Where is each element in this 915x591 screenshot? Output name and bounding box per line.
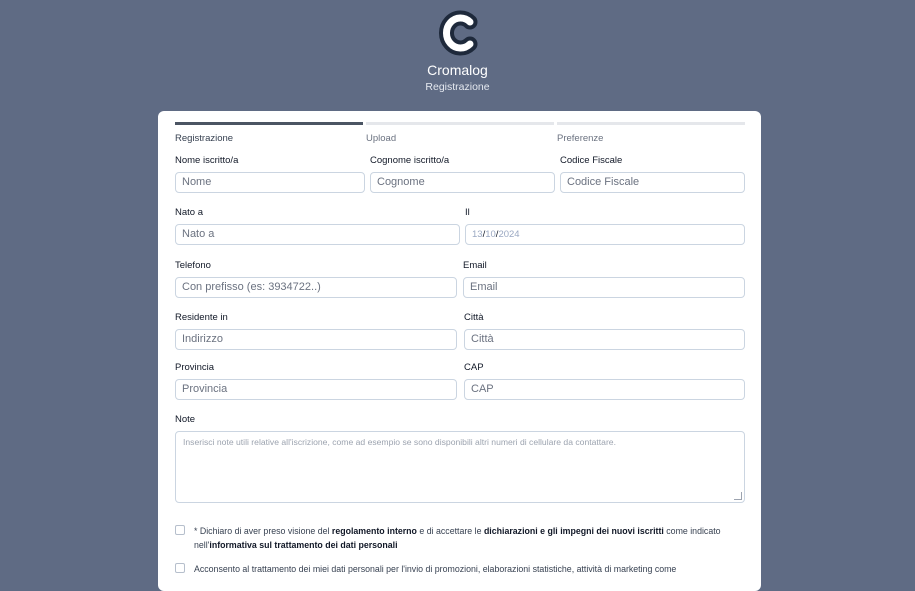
- provincia-input[interactable]: Provincia: [175, 379, 457, 400]
- app-subtitle: Registrazione: [425, 81, 490, 93]
- provincia-label: Provincia: [175, 362, 215, 373]
- step-label: Registrazione: [175, 133, 234, 144]
- field-telefono: [175, 260, 457, 298]
- field-note: [175, 414, 745, 503]
- date-year[interactable]: 2024: [498, 229, 520, 240]
- dichiarazioni-link[interactable]: dichiarazioni e gli impegni dei nuovi iscritti: [483, 526, 664, 536]
- app-name: Cromalog: [427, 62, 488, 78]
- cognome-input[interactable]: Cognome: [370, 172, 555, 193]
- consent-text-part: come indicato nell': [194, 526, 721, 550]
- field-citta: [464, 312, 745, 350]
- telefono-label: Telefono: [175, 260, 211, 271]
- data-nascita-label: Il: [465, 207, 470, 218]
- codice-fiscale-label: Codice Fiscale: [560, 155, 623, 166]
- field-provincia: [175, 362, 457, 400]
- resize-handle-icon[interactable]: [734, 492, 742, 500]
- nome-label: Nome iscritto/a: [175, 155, 239, 166]
- step-progress-bar: [366, 122, 554, 125]
- consent-regolamento-checkbox[interactable]: [175, 525, 185, 535]
- telefono-input[interactable]: Con prefisso (es: 3934722..): [175, 277, 457, 298]
- consent-marketing-checkbox[interactable]: [175, 563, 185, 573]
- note-placeholder: Inserisci note utili relative all'iscrizione, come ad esempio se sono disponibili altri numeri di cellulare da contattare.: [183, 437, 616, 447]
- field-cap: [464, 362, 745, 400]
- brand-header: [0, 10, 915, 93]
- field-residente: [175, 312, 457, 350]
- indirizzo-input[interactable]: Indirizzo: [175, 329, 457, 350]
- consent-text-part: e di accettare le: [416, 526, 484, 536]
- field-codice-fiscale: [560, 155, 745, 193]
- field-nome: [175, 155, 365, 193]
- codice-fiscale-input[interactable]: Codice Fiscale: [560, 172, 745, 193]
- nome-input[interactable]: Nome: [175, 172, 365, 193]
- informativa-link[interactable]: informativa sul trattamento dei dati personali: [209, 540, 398, 550]
- consent-regolamento-text: [194, 524, 745, 552]
- cognome-label: Cognome iscritto/a: [370, 155, 450, 166]
- step-registrazione[interactable]: [175, 122, 363, 146]
- registration-card: [158, 111, 761, 591]
- date-day[interactable]: 13: [472, 229, 483, 240]
- step-label: Preferenze: [557, 133, 604, 144]
- date-input[interactable]: [465, 224, 745, 245]
- step-label: Upload: [366, 133, 397, 144]
- consent-regolamento: [175, 524, 745, 552]
- consent-marketing-text: Acconsento al trattamento dei miei dati personali per l'invio di promozioni, elaborazioni statistiche, attività di marketing come: [194, 564, 677, 574]
- email-input[interactable]: Email: [463, 277, 745, 298]
- citta-label: Città: [464, 312, 484, 323]
- regolamento-link[interactable]: regolamento interno: [331, 526, 417, 536]
- date-separator: /: [482, 229, 486, 240]
- step-progress-bar: [557, 122, 745, 125]
- date-separator: /: [495, 229, 499, 240]
- nato-a-input[interactable]: Nato a: [175, 224, 460, 245]
- step-preferenze[interactable]: [557, 122, 745, 146]
- email-label: Email: [463, 260, 487, 271]
- note-label: Note: [175, 414, 196, 425]
- note-textarea[interactable]: [175, 431, 745, 503]
- nato-a-label: Nato a: [175, 207, 203, 218]
- step-progress-bar: [175, 122, 363, 125]
- cap-label: CAP: [464, 362, 484, 373]
- c-logo-icon: [437, 10, 479, 56]
- date-month[interactable]: 10: [485, 229, 496, 240]
- field-cognome: [370, 155, 555, 193]
- citta-input[interactable]: Città: [464, 329, 745, 350]
- field-nato-a: [175, 207, 460, 245]
- stepper: [175, 122, 745, 146]
- consent-marketing: [175, 562, 745, 576]
- field-data-nascita: [465, 207, 745, 245]
- field-email: [463, 260, 745, 298]
- consent-text-part: * Dichiaro di aver preso visione del: [194, 526, 332, 536]
- cap-input[interactable]: CAP: [464, 379, 745, 400]
- step-upload[interactable]: [366, 122, 554, 146]
- residente-label: Residente in: [175, 312, 228, 323]
